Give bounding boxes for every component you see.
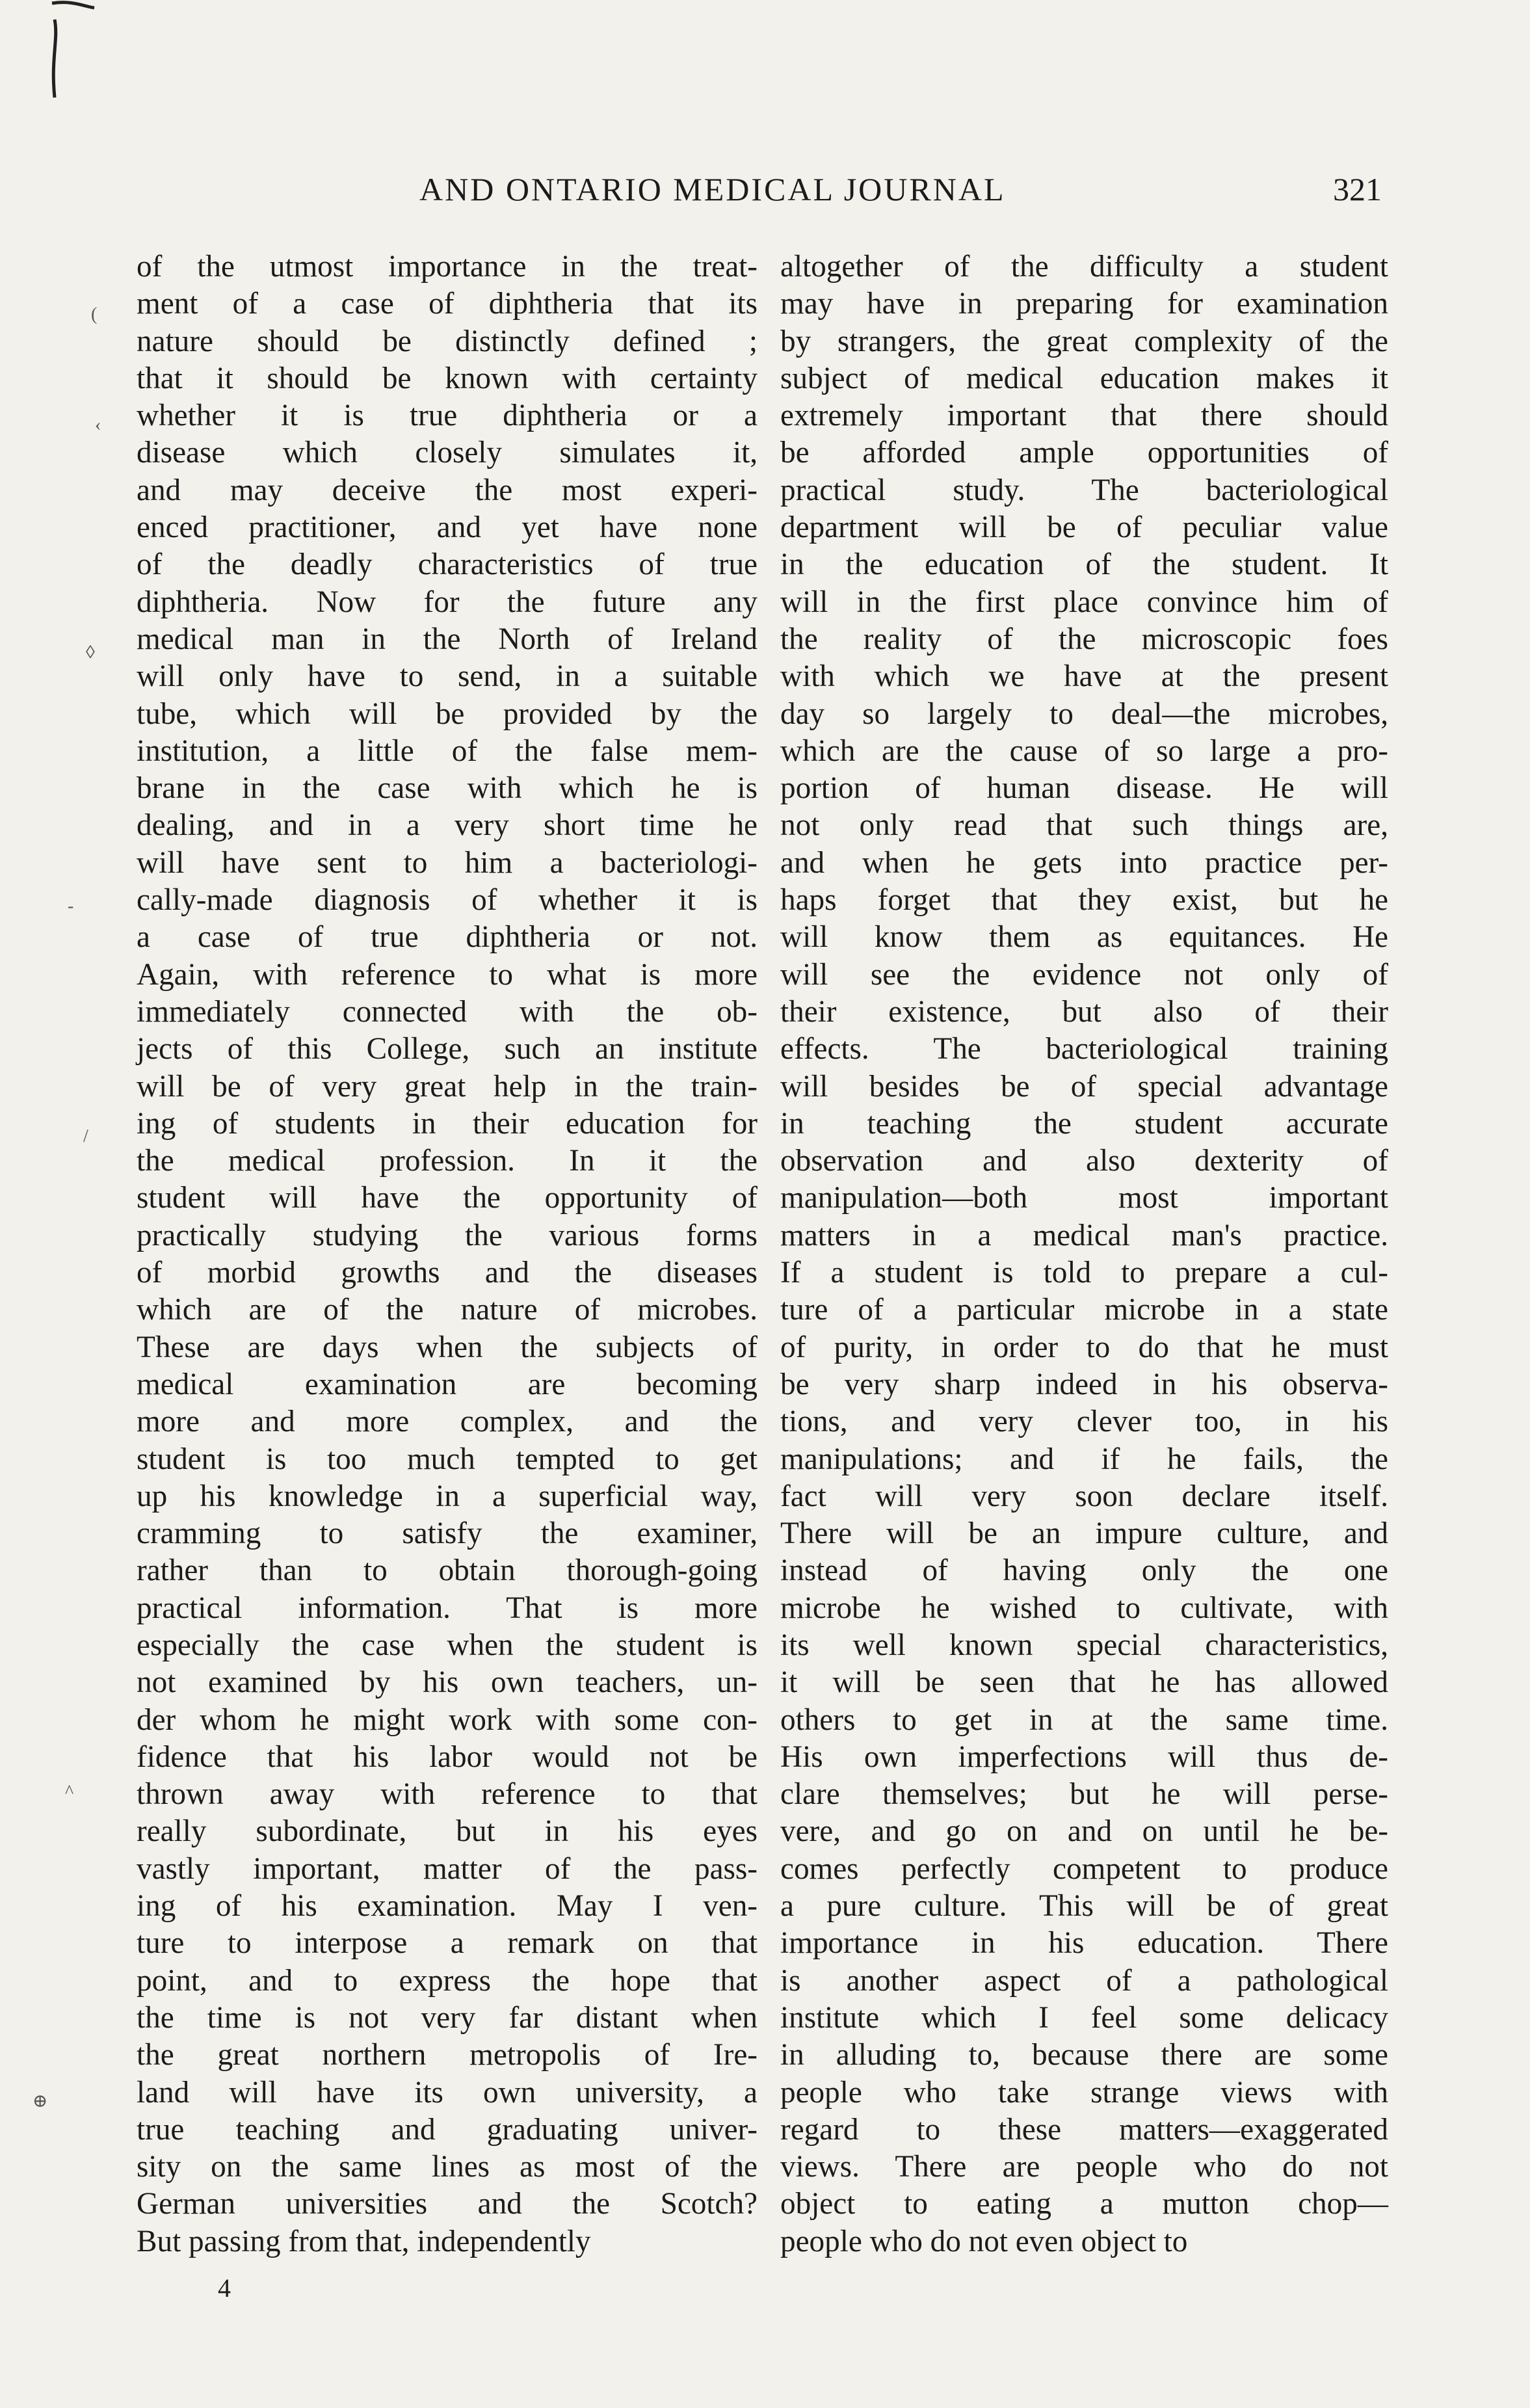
text-line: may have in preparing for examination	[780, 287, 1388, 321]
text-line: rather than to obtain thorough-going	[137, 1554, 758, 1588]
text-line: the medical profession. In it the	[137, 1144, 758, 1178]
text-line: medical examination are becoming	[137, 1367, 758, 1401]
text-line: people who take strange views with	[780, 2075, 1388, 2110]
running-title: AND ONTARIO MEDICAL JOURNAL	[419, 171, 1006, 207]
text-line: His own imperfections will thus de-	[780, 1740, 1388, 1774]
text-line: haps forget that they exist, but he	[780, 883, 1388, 918]
text-line: it will be seen that he has allowed	[780, 1665, 1388, 1700]
text-line: ing of his examination. May I ven-	[137, 1889, 758, 1924]
text-line: will only have to send, in a suitable	[137, 659, 758, 694]
text-line: enced practitioner, and yet have none	[137, 510, 758, 545]
text-line: ing of students in their education for	[137, 1106, 758, 1141]
text-line: whether it is true diphtheria or a	[137, 399, 758, 433]
text-line: which are the cause of so large a pro-	[780, 734, 1388, 768]
text-line: fact will very soon declare itself.	[780, 1479, 1388, 1513]
text-line: with which we have at the present	[780, 659, 1388, 694]
text-line: which are of the nature of microbes.	[137, 1293, 758, 1327]
text-line: a pure culture. This will be of great	[780, 1889, 1388, 1924]
text-line: matters in a medical man's practice.	[780, 1218, 1388, 1252]
text-line: portion of human disease. He will	[780, 771, 1388, 806]
text-line: importance in his education. There	[780, 1926, 1388, 1961]
text-line: Again, with reference to what is more	[137, 957, 758, 992]
text-line: tions, and very clever too, in his	[780, 1405, 1388, 1439]
text-line: regard to these matters—exaggerated	[780, 2112, 1388, 2147]
text-line: its well known special characteristics,	[780, 1628, 1388, 1662]
text-line: instead of having only the one	[780, 1554, 1388, 1588]
text-line: effects. The bacteriological training	[780, 1032, 1388, 1066]
text-line: true teaching and graduating univer-	[137, 2112, 758, 2147]
text-line: of morbid growths and the diseases	[137, 1256, 758, 1290]
text-line: others to get in at the same time.	[780, 1702, 1388, 1737]
text-line: There will be an impure culture, and	[780, 1516, 1388, 1551]
text-line: really subordinate, but in his eyes	[137, 1814, 758, 1849]
text-line: fidence that his labor would not be	[137, 1740, 758, 1774]
text-line: der whom he might work with some con-	[137, 1702, 758, 1737]
margin-speck: ‹	[95, 415, 101, 435]
text-line: the great northern metropolis of Ire-	[137, 2038, 758, 2072]
text-line: will know them as equitances. He	[780, 920, 1388, 955]
text-line: of the deadly characteristics of true	[137, 548, 758, 582]
text-line: of the utmost importance in the treat-	[137, 250, 758, 284]
page-header	[0, 170, 1530, 222]
text-line: clare themselves; but he will perse-	[780, 1777, 1388, 1812]
margin-speck: ⊕	[33, 2091, 48, 2111]
text-line: nature should be distinctly defined ;	[137, 324, 758, 358]
text-line: institute which I feel some delicacy	[780, 2000, 1388, 2035]
text-line: tube, which will be provided by the	[137, 696, 758, 731]
text-line: brane in the case with which he is	[137, 771, 758, 806]
text-line: thrown away with reference to that	[137, 1777, 758, 1812]
margin-speck: -	[68, 896, 74, 916]
text-line: a case of true diphtheria or not.	[137, 920, 758, 955]
text-line: views. There are people who do not	[780, 2150, 1388, 2184]
text-line: more and more complex, and the	[137, 1405, 758, 1439]
text-line: extremely important that there should	[780, 399, 1388, 433]
text-line: vastly important, matter of the pass-	[137, 1851, 758, 1886]
text-line: department will be of peculiar value	[780, 510, 1388, 545]
text-line: student is too much tempted to get	[137, 1442, 758, 1476]
page-number: 321	[1333, 171, 1382, 207]
text-line: practical information. That is more	[137, 1591, 758, 1625]
text-line: ture of a particular microbe in a state	[780, 1293, 1388, 1327]
text-line: and may deceive the most experi-	[137, 473, 758, 507]
text-line: These are days when the subjects of	[137, 1330, 758, 1364]
text-line: not examined by his own teachers, un-	[137, 1665, 758, 1700]
text-line: the time is not very far distant when	[137, 2000, 758, 2035]
text-line: sity on the same lines as most of the	[137, 2150, 758, 2184]
text-line: object to eating a mutton chop—	[780, 2187, 1388, 2221]
signature-mark: 4	[218, 2273, 231, 2303]
text-line: point, and to express the hope that	[137, 1963, 758, 1998]
text-line: up his knowledge in a superficial way,	[137, 1479, 758, 1513]
text-line: vere, and go on and on until he be-	[780, 1814, 1388, 1849]
text-line: If a student is told to prepare a cul-	[780, 1256, 1388, 1290]
text-line: subject of medical education makes it	[780, 361, 1388, 395]
text-line: land will have its own university, a	[137, 2075, 758, 2110]
left-text-column	[137, 248, 758, 2260]
text-line: will be of very great help in the train-	[137, 1069, 758, 1104]
text-line: people who do not even object to	[780, 2224, 1188, 2258]
text-line: student will have the opportunity of	[137, 1181, 758, 1215]
margin-speck: (	[91, 304, 98, 324]
text-line: will in the first place convince him of	[780, 585, 1388, 619]
text-line: will see the evidence not only of	[780, 957, 1388, 992]
text-line: disease which closely simulates it,	[137, 436, 758, 470]
text-line: day so largely to deal—the microbes,	[780, 696, 1388, 731]
text-line: cally-made diagnosis of whether it is	[137, 883, 758, 918]
text-line: is another aspect of a pathological	[780, 1963, 1388, 1998]
text-line: institution, a little of the false mem-	[137, 734, 758, 768]
text-line: manipulation—both most important	[780, 1181, 1388, 1215]
text-line: cramming to satisfy the examiner,	[137, 1516, 758, 1551]
text-line: But passing from that, independently	[137, 2224, 591, 2258]
text-line: the reality of the microscopic foes	[780, 622, 1388, 656]
text-line: jects of this College, such an institute	[137, 1032, 758, 1066]
text-line: observation and also dexterity of	[780, 1144, 1388, 1178]
text-line: in teaching the student accurate	[780, 1106, 1388, 1141]
text-line: ment of a case of diphtheria that its	[137, 287, 758, 321]
margin-speck: ^	[65, 1782, 74, 1802]
text-line: practical study. The bacteriological	[780, 473, 1388, 507]
text-line: altogether of the difficulty a student	[780, 250, 1388, 284]
text-line: in alluding to, because there are some	[780, 2038, 1388, 2072]
text-line: that it should be known with certainty	[137, 361, 758, 395]
text-line: by strangers, the great complexity of the	[780, 324, 1388, 358]
text-line: in the education of the student. It	[780, 548, 1388, 582]
text-line: not only read that such things are,	[780, 808, 1388, 843]
text-line: dealing, and in a very short time he	[137, 808, 758, 843]
text-line: manipulations; and if he fails, the	[780, 1442, 1388, 1476]
text-line: diphtheria. Now for the future any	[137, 585, 758, 619]
text-line: ture to interpose a remark on that	[137, 1926, 758, 1961]
text-line: especially the case when the student is	[137, 1628, 758, 1662]
text-line: and when he gets into practice per-	[780, 845, 1388, 880]
margin-speck: /	[83, 1126, 88, 1146]
text-line: immediately connected with the ob-	[137, 994, 758, 1029]
text-line: practically studying the various forms	[137, 1218, 758, 1252]
text-line: be very sharp indeed in his observa-	[780, 1367, 1388, 1401]
text-line: medical man in the North of Ireland	[137, 622, 758, 656]
text-line: their existence, but also of their	[780, 994, 1388, 1029]
text-line: microbe he wished to cultivate, with	[780, 1591, 1388, 1625]
text-line: will have sent to him a bacteriologi-	[137, 845, 758, 880]
text-line: German universities and the Scotch?	[137, 2187, 758, 2221]
right-text-column	[780, 248, 1388, 2260]
text-line: be afforded ample opportunities of	[780, 436, 1388, 470]
text-line: of purity, in order to do that he must	[780, 1330, 1388, 1364]
scan-corner-mark	[46, 0, 98, 124]
margin-speck: ◊	[86, 642, 95, 663]
text-line: will besides be of special advantage	[780, 1069, 1388, 1104]
text-line: comes perfectly competent to produce	[780, 1851, 1388, 1886]
